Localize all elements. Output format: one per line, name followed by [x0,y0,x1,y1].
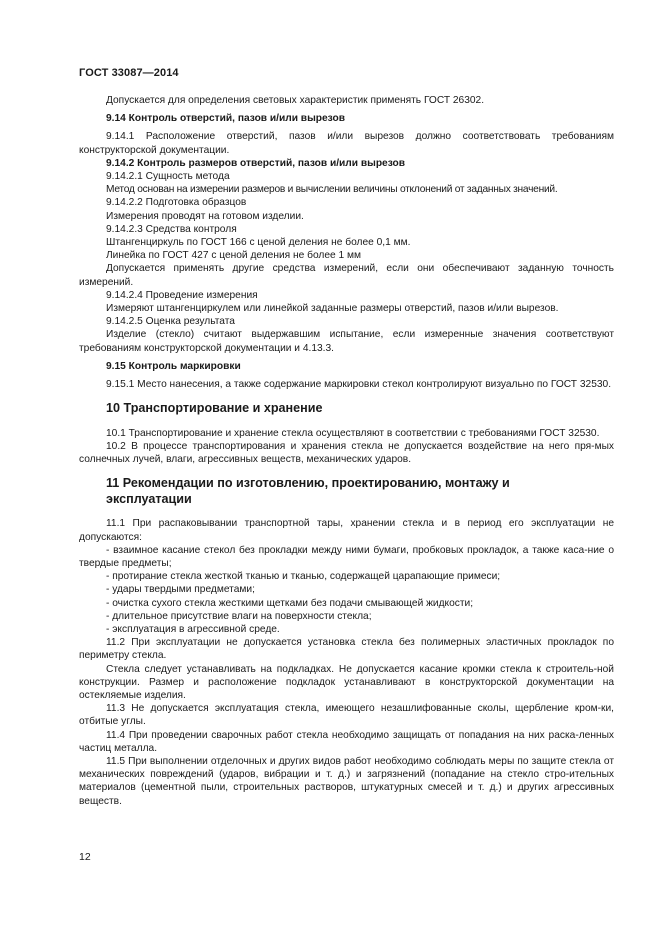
paragraph: 10.2 В процессе транспортирования и хранения стекла не допускается воздействие на него пря-мых солнечных лучей, влаги, агрессивных веществ, механических ударов. [79,440,614,466]
paragraph: 11.5 При выполнении отделочных и других видов работ необходимо соблюдать меры по защите стекла от механических повреждений (ударов, вибрации и т. д.) и загрязнений (попадание на стекло стро-ительных материалов (цементной пыли, строительных растворов, штукатурных смесей и т. д.) и других агрессивных веществ. [79,756,614,807]
paragraph: Допускается для определения световых характеристик применять ГОСТ 26302. [106,95,485,106]
paragraph: 9.14.2.4 Проведение измерения [106,289,258,301]
paragraph: Стекла следует устанавливать на подкладках. Не допускается касание кромки стекла к строитель-ной конструкции. Размер и расположение подкладок устанавливают в конструкторской документации на остекляемые изделия. [79,663,614,702]
section-heading-11: 11 Рекомендации по изготовлению, проектированию, монтажу и эксплуатации [106,476,510,506]
subsection-heading: 9.14 Контроль отверстий, пазов и/или вырезов [106,113,345,125]
list-item: - очистка сухого стекла жесткими щетками без подачи смывающей жидкости; [106,597,474,609]
paragraph: 9.14.1 Расположение отверстий, пазов и/или вырезов должно соответствовать требованиям конструкторской документации. [79,131,614,156]
document-header: ГОСТ 33087—2014 [79,67,179,79]
list-item: - эксплуатация в агрессивной среде. [106,624,280,635]
paragraph: 9.14.2.3 Средства контроля [106,223,237,235]
list-item: - длительное присутствие влаги на поверхности стекла; [106,610,372,622]
paragraph: 11.1 При распаковывании транспортной тары, хранении стекла и в период его эксплуатации не допускаются: [79,518,614,543]
paragraph: 11.4 При проведении сварочных работ стекла необходимо защищать от попадания на них раска-ленных частиц металла. [79,729,614,754]
paragraph: Измерения проводят на готовом изделии. [106,210,304,222]
paragraph: Метод основан на измерении размеров и вычислении величины отклонений от заданных значений. [106,184,558,196]
paragraph: Изделие (стекло) считают выдержавшим испытание, если измеренные значения соответствуют требованиям конструкторской документации и 4.13.3. [79,329,614,354]
paragraph: 11.3 Не допускается эксплуатация стекла, имеющего незашлифованные сколы, щербление кром-ки, отбитые углы. [79,703,614,728]
paragraph: 9.14.2.5 Оценка результата [106,316,235,328]
subsection-heading: 9.15 Контроль маркировки [106,360,241,372]
paragraph: 9.15.1 Место нанесения, а также содержание маркировки стекол контролируют визуально по ГОСТ 32530. [106,379,612,391]
paragraph: Штангенциркуль по ГОСТ 166 с ценой деления не более 0,1 мм. [106,237,411,249]
document-body [79,94,614,808]
subsection-heading: 9.14.2 Контроль размеров отверстий, пазов и/или вырезов [106,157,406,169]
section-heading-10: 10 Транспортирование и хранение [106,401,323,416]
list-item: - удары твердыми предметами; [106,584,255,596]
paragraph: Допускается применять другие средства измерений, если они обеспечивают заданную точность измерений. [79,263,614,288]
page-number: 12 [79,851,91,863]
paragraph: 11.2 При эксплуатации не допускается установка стекла без полимерных эластичных прокладок по периметру стекла. [79,637,614,662]
list-item: - протирание стекла жесткой тканью и тканью, содержащей царапающие примеси; [106,571,501,583]
paragraph: 9.14.2.2 Подготовка образцов [106,197,247,209]
paragraph: 10.1 Транспортирование и хранение стекла осуществляют в соответствии с требованиями ГОСТ 32530. [106,427,600,439]
list-item: - взаимное касание стекол без прокладки между ними бумаги, пробковых прокладок, а также каса-ние о твердые предметы; [79,544,614,569]
paragraph: Линейка по ГОСТ 427 с ценой деления не более 1 мм [106,250,361,262]
paragraph: 9.14.2.1 Сущность метода [106,171,230,183]
paragraph: Измеряют штангенциркулем или линейкой заданные размеры отверстий, пазов и/или вырезов. [106,303,559,315]
